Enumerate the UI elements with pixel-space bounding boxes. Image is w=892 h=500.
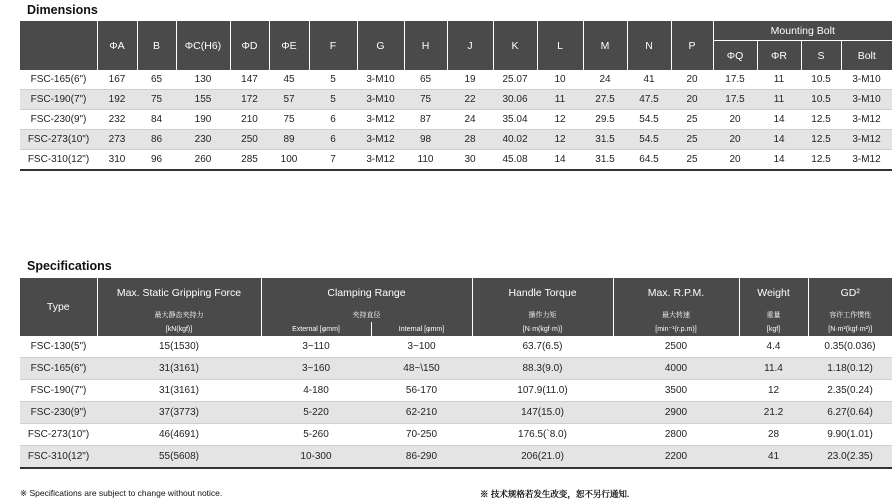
spec-subheader-zh: 容许工作惯性	[808, 308, 892, 322]
table-cell: 20	[671, 90, 713, 110]
table-cell: 12.5	[801, 110, 841, 130]
table-cell: 30.06	[493, 90, 537, 110]
dim-col-header: P	[671, 21, 713, 70]
table-cell: FSC-130(5")	[20, 336, 97, 358]
table-cell: 75	[269, 110, 309, 130]
table-cell: 12	[537, 130, 583, 150]
table-cell: FSC-230(9")	[20, 110, 97, 130]
table-cell: 107.9(11.0)	[472, 380, 613, 402]
spec-subheader-zh: 最大转速	[613, 308, 739, 322]
table-cell: 28	[739, 424, 808, 446]
table-cell: 11	[537, 90, 583, 110]
table-cell: 2200	[613, 446, 739, 469]
table-cell: 176.5(`8.0)	[472, 424, 613, 446]
spec-unit: [kN(kgf)]	[97, 322, 261, 336]
dim-col-header: ΦC(H6)	[176, 21, 230, 70]
table-cell: 147	[230, 70, 269, 90]
table-cell: 310	[97, 150, 137, 171]
table-cell: 75	[404, 90, 447, 110]
table-cell: 3-M10	[357, 70, 404, 90]
table-cell: 2.35(0.24)	[808, 380, 892, 402]
table-cell: 5-220	[261, 402, 371, 424]
table-cell: 41	[627, 70, 671, 90]
table-cell: 19	[447, 70, 493, 90]
table-cell: 5	[309, 70, 357, 90]
table-cell: 3-M12	[841, 110, 892, 130]
table-cell: FSC-273(10")	[20, 424, 97, 446]
table-cell: 3~110	[261, 336, 371, 358]
dim-col-header: ΦA	[97, 21, 137, 70]
table-cell: 3-M12	[357, 110, 404, 130]
dim-col-header: ΦE	[269, 21, 309, 70]
table-cell: 28	[447, 130, 493, 150]
table-cell: 3~160	[261, 358, 371, 380]
table-cell: 25	[671, 110, 713, 130]
table-cell: 98	[404, 130, 447, 150]
table-cell: 7	[309, 150, 357, 171]
specifications-title: Specifications	[27, 259, 112, 273]
dim-col-header: K	[493, 21, 537, 70]
table-cell: 172	[230, 90, 269, 110]
dim-col-header: H	[404, 21, 447, 70]
table-cell: 86	[137, 130, 176, 150]
table-row	[20, 358, 892, 380]
table-cell: 41	[739, 446, 808, 469]
table-cell: 10.5	[801, 90, 841, 110]
table-cell: 6	[309, 110, 357, 130]
table-cell: 155	[176, 90, 230, 110]
dim-col-header: J	[447, 21, 493, 70]
spec-col-header-rpm: Max. R.P.M.	[613, 278, 739, 308]
table-cell: 17.5	[713, 70, 757, 90]
dim-col-header: F	[309, 21, 357, 70]
table-cell: FSC-190(7")	[20, 380, 97, 402]
table-cell: 3-M12	[841, 130, 892, 150]
table-cell: 63.7(6.5)	[472, 336, 613, 358]
spec-col-header-gd: GD²	[808, 278, 892, 308]
table-cell: 273	[97, 130, 137, 150]
table-cell: 230	[176, 130, 230, 150]
table-cell: 31.5	[583, 150, 627, 171]
table-cell: 2900	[613, 402, 739, 424]
table-cell: 84	[137, 110, 176, 130]
table-cell: 192	[97, 90, 137, 110]
table-cell: 22	[447, 90, 493, 110]
dim-col-header: B	[137, 21, 176, 70]
table-cell: 87	[404, 110, 447, 130]
table-cell: 37(3773)	[97, 402, 261, 424]
footnote-en: ※ Specifications are subject to change without notice.	[20, 488, 223, 498]
table-cell: 110	[404, 150, 447, 171]
table-cell: 232	[97, 110, 137, 130]
spec-unit: [min⁻¹(r.p.m)]	[613, 322, 739, 336]
table-cell: 31.5	[583, 130, 627, 150]
spec-unit: [N·m(kgf·m)]	[472, 322, 613, 336]
table-cell: 285	[230, 150, 269, 171]
table-cell: FSC-165(6")	[20, 358, 97, 380]
table-cell: 1.18(0.12)	[808, 358, 892, 380]
spec-col-header-force: Max. Static Gripping Force	[97, 278, 261, 308]
table-cell: 3-M12	[357, 150, 404, 171]
table-row	[20, 402, 892, 424]
table-cell: 65	[404, 70, 447, 90]
dim-col-header: G	[357, 21, 404, 70]
table-cell: 24	[583, 70, 627, 90]
table-cell: 14	[757, 150, 801, 171]
table-cell: FSC-310(12")	[20, 150, 97, 171]
table-cell: 11	[757, 70, 801, 90]
table-cell: 147(15.0)	[472, 402, 613, 424]
table-cell: 3-M12	[357, 130, 404, 150]
table-cell: 6	[309, 130, 357, 150]
table-cell: 5-260	[261, 424, 371, 446]
table-cell: 45	[269, 70, 309, 90]
table-cell: 12	[537, 110, 583, 130]
table-cell: 3-M10	[841, 90, 892, 110]
spec-unit: Internal [φmm]	[371, 322, 472, 336]
table-cell: FSC-310(12")	[20, 446, 97, 469]
table-row	[20, 90, 892, 110]
table-cell: 4.4	[739, 336, 808, 358]
table-cell: 0.35(0.036)	[808, 336, 892, 358]
dim-header-blank	[20, 21, 97, 70]
table-cell: 9.90(1.01)	[808, 424, 892, 446]
spec-unit: [N·m²(kgf·m²)]	[808, 322, 892, 336]
dim-col-header: S	[801, 41, 841, 71]
dim-col-header: ΦD	[230, 21, 269, 70]
spec-col-header-type: Type	[20, 278, 97, 336]
dimensions-header	[20, 21, 892, 70]
table-cell: 46(4691)	[97, 424, 261, 446]
spec-subheader-zh: 最大静态夹持力	[97, 308, 261, 322]
table-cell: 40.02	[493, 130, 537, 150]
table-row	[20, 336, 892, 358]
table-cell: 4-180	[261, 380, 371, 402]
specifications-table	[20, 278, 892, 469]
table-cell: 20	[713, 110, 757, 130]
table-cell: 14	[757, 110, 801, 130]
table-cell: 3-M10	[357, 90, 404, 110]
dim-col-header: ΦQ	[713, 41, 757, 71]
table-cell: 3~100	[371, 336, 472, 358]
table-cell: 25	[671, 150, 713, 171]
table-cell: 20	[713, 130, 757, 150]
spec-col-header-torque: Handle Torque	[472, 278, 613, 308]
spec-unit: [kgf]	[739, 322, 808, 336]
table-cell: 14	[537, 150, 583, 171]
table-cell: 3-M10	[841, 70, 892, 90]
table-row	[20, 130, 892, 150]
table-cell: 24	[447, 110, 493, 130]
specifications-header	[20, 278, 892, 336]
table-cell: 30	[447, 150, 493, 171]
table-cell: FSC-165(6")	[20, 70, 97, 90]
table-cell: 86-290	[371, 446, 472, 469]
dimensions-table	[20, 21, 892, 171]
table-cell: 65	[137, 70, 176, 90]
table-cell: 12.5	[801, 150, 841, 171]
spec-subheader-zh: 夹持直径	[261, 308, 472, 322]
table-cell: 130	[176, 70, 230, 90]
spec-unit: External [φmm]	[261, 322, 371, 336]
table-cell: 210	[230, 110, 269, 130]
footnote-zh: ※ 技术规格若发生改变，恕不另行通知.	[480, 489, 630, 499]
table-cell: 15(1530)	[97, 336, 261, 358]
table-cell: 25	[671, 130, 713, 150]
table-cell: 10-300	[261, 446, 371, 469]
dim-col-header: Bolt	[841, 41, 892, 71]
dim-col-header: ΦR	[757, 41, 801, 71]
table-cell: 57	[269, 90, 309, 110]
table-cell: 56-170	[371, 380, 472, 402]
table-cell: FSC-190(7")	[20, 90, 97, 110]
table-row	[20, 110, 892, 130]
table-cell: 64.5	[627, 150, 671, 171]
table-cell: FSC-230(9")	[20, 402, 97, 424]
table-cell: 11	[757, 90, 801, 110]
specifications-body	[20, 336, 892, 468]
table-cell: 27.5	[583, 90, 627, 110]
table-row	[20, 446, 892, 469]
table-cell: 206(21.0)	[472, 446, 613, 469]
table-cell: 190	[176, 110, 230, 130]
table-cell: 250	[230, 130, 269, 150]
table-row	[20, 150, 892, 171]
table-cell: 4000	[613, 358, 739, 380]
table-row	[20, 70, 892, 90]
table-cell: 62-210	[371, 402, 472, 424]
table-cell: 260	[176, 150, 230, 171]
dimensions-title: Dimensions	[27, 3, 98, 17]
table-cell: 45.08	[493, 150, 537, 171]
table-cell: 21.2	[739, 402, 808, 424]
spec-subheader-zh: 重量	[739, 308, 808, 322]
spec-col-header-clamp: Clamping Range	[261, 278, 472, 308]
table-cell: 3500	[613, 380, 739, 402]
table-cell: 3-M12	[841, 150, 892, 171]
table-cell: 100	[269, 150, 309, 171]
table-cell: 2500	[613, 336, 739, 358]
table-cell: 48~\150	[371, 358, 472, 380]
table-cell: 167	[97, 70, 137, 90]
table-cell: 23.0(2.35)	[808, 446, 892, 469]
table-cell: 29.5	[583, 110, 627, 130]
dim-col-header: L	[537, 21, 583, 70]
dim-col-header: M	[583, 21, 627, 70]
table-cell: 14	[757, 130, 801, 150]
table-cell: 96	[137, 150, 176, 171]
dim-col-header: N	[627, 21, 671, 70]
table-row	[20, 380, 892, 402]
table-cell: 89	[269, 130, 309, 150]
table-cell: 31(3161)	[97, 358, 261, 380]
table-cell: 10	[537, 70, 583, 90]
table-cell: 54.5	[627, 110, 671, 130]
spec-subheader-zh: 操作力矩	[472, 308, 613, 322]
table-cell: 35.04	[493, 110, 537, 130]
table-cell: 20	[671, 70, 713, 90]
table-cell: 70-250	[371, 424, 472, 446]
table-cell: FSC-273(10")	[20, 130, 97, 150]
table-cell: 20	[713, 150, 757, 171]
table-cell: 47.5	[627, 90, 671, 110]
table-cell: 11.4	[739, 358, 808, 380]
table-cell: 17.5	[713, 90, 757, 110]
table-cell: 5	[309, 90, 357, 110]
table-cell: 55(5608)	[97, 446, 261, 469]
table-cell: 2800	[613, 424, 739, 446]
table-cell: 31(3161)	[97, 380, 261, 402]
table-cell: 12	[739, 380, 808, 402]
mounting-bolt-group-header: Mounting Bolt	[713, 21, 892, 41]
table-cell: 10.5	[801, 70, 841, 90]
dimensions-body	[20, 70, 892, 170]
table-cell: 54.5	[627, 130, 671, 150]
table-cell: 12.5	[801, 130, 841, 150]
table-cell: 88.3(9.0)	[472, 358, 613, 380]
table-cell: 6.27(0.64)	[808, 402, 892, 424]
table-row	[20, 424, 892, 446]
table-cell: 75	[137, 90, 176, 110]
table-cell: 25.07	[493, 70, 537, 90]
spec-col-header-weight: Weight	[739, 278, 808, 308]
